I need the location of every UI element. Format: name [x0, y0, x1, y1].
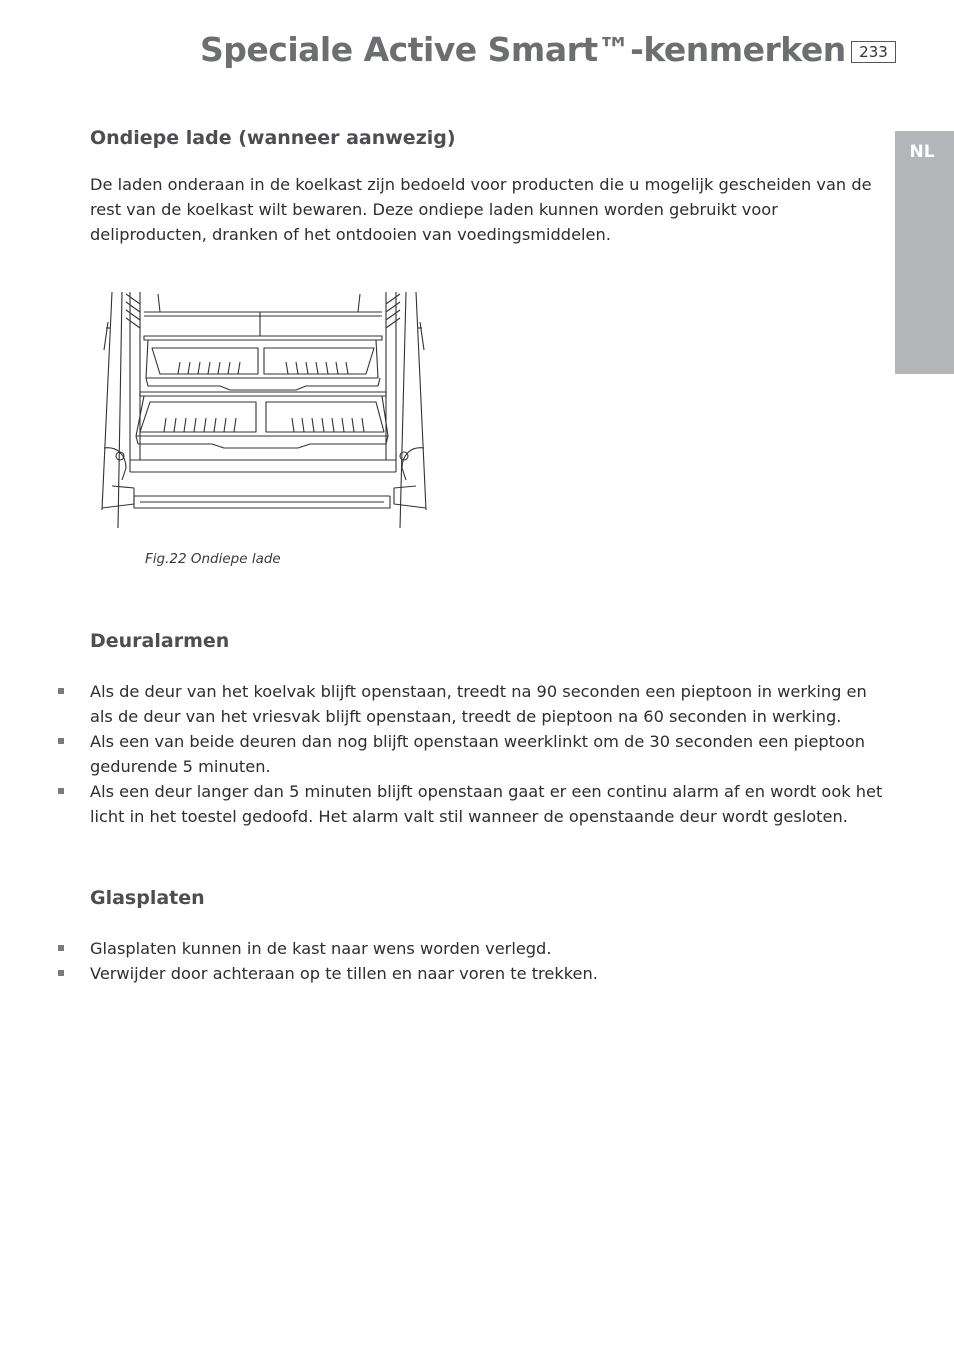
bullet-marker — [58, 738, 64, 744]
language-tab-label: NL — [909, 142, 935, 162]
list-item — [0, 779, 885, 829]
page-number: 233 — [851, 41, 896, 63]
figure-caption: Fig.22 Ondiepe lade — [145, 551, 281, 567]
language-tab — [895, 131, 954, 374]
list-item — [0, 936, 885, 961]
bullet-marker — [58, 688, 64, 694]
list-item-text: Als een deur langer dan 5 minuten blijft openstaan gaat er een continu alarm af en wordt ook het licht in het toestel gedoofd. Het alarm valt stil wanneer de openstaande deur wordt gesloten. — [90, 782, 883, 826]
list-item — [0, 679, 885, 729]
fridge-drawer-illustration — [100, 290, 428, 530]
list-item-text: Als de deur van het koelvak blijft openstaan, treedt na 90 seconden een pieptoon in werking en als de deur van het vriesvak blijft openstaan, treedt de pieptoon na 60 seconden in werking. — [90, 682, 867, 726]
list-item — [0, 961, 885, 986]
list-item-text: Verwijder door achteraan op te tillen en naar voren te trekken. — [90, 964, 598, 983]
glass-shelves-list — [0, 936, 885, 986]
section-heading-glass-shelves: Glasplaten — [90, 887, 205, 909]
list-item-text: Als een van beide deuren dan nog blijft openstaan weerklinkt om de 30 seconden een pieptoon gedurende 5 minuten. — [90, 732, 866, 776]
section-heading-door-alarms: Deuralarmen — [90, 630, 230, 652]
section-body-shallow-drawer: De laden onderaan in de koelkast zijn bedoeld voor producten die u mogelijk gescheiden van de rest van de koelkast wilt bewaren. Deze ondiepe laden kunnen worden gebruikt voor deliproducten, dranken of het ontdooien van voedingsmiddelen. — [90, 175, 872, 244]
door-alarms-list — [0, 679, 885, 829]
list-item-text: Glasplaten kunnen in de kast naar wens worden verlegd. — [90, 939, 552, 958]
section-heading-shallow-drawer: Ondiepe lade (wanneer aanwezig) — [90, 127, 456, 149]
list-item — [0, 729, 885, 779]
bullet-marker — [58, 945, 64, 951]
bullet-marker — [58, 788, 64, 794]
page-title: Speciale Active Smart™-kenmerken — [200, 30, 846, 69]
bullet-marker — [58, 970, 64, 976]
